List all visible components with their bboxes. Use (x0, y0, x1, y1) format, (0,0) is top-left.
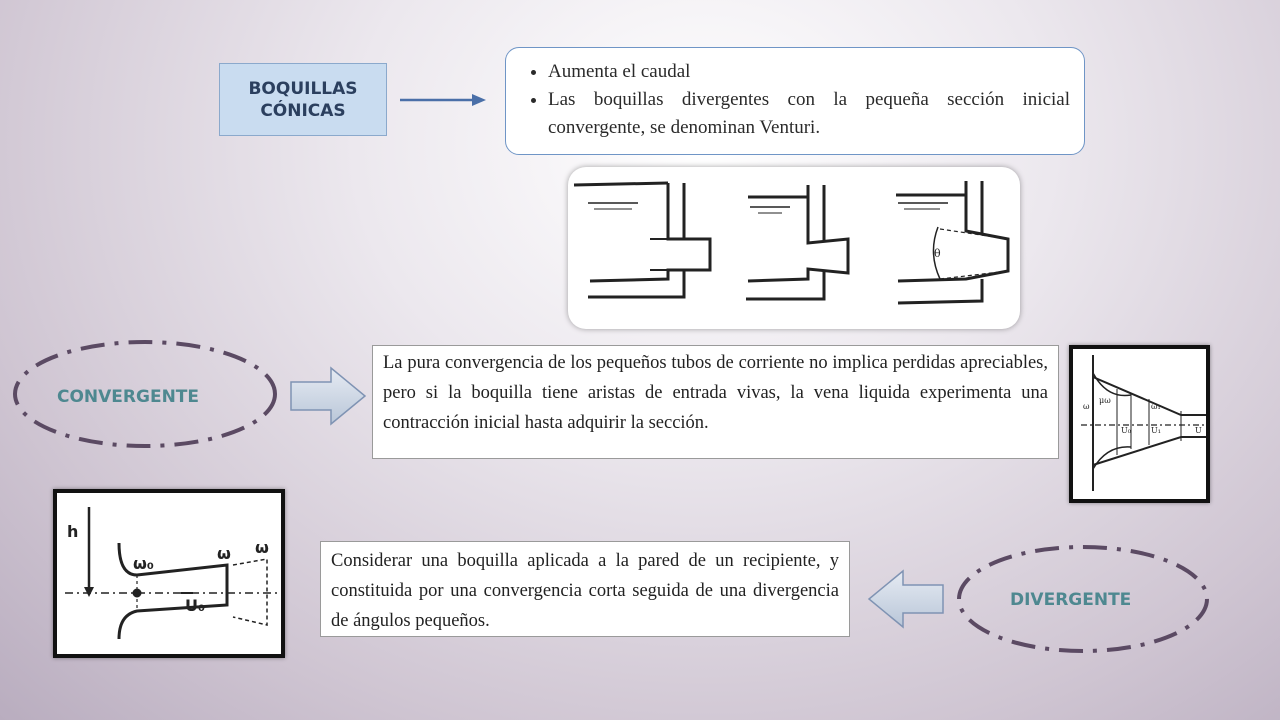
omega-label: ω (217, 544, 231, 563)
omega-label: ω (255, 538, 269, 557)
u-label: U (1195, 426, 1202, 435)
block-arrow-right-icon (289, 366, 367, 426)
theta-label: θ (934, 247, 941, 260)
convergent-flow-diagram (1073, 349, 1206, 499)
title-box (219, 63, 387, 136)
convergente-label: CONVERGENTE (57, 387, 200, 407)
mu-omega-label: μω (1099, 396, 1111, 405)
h-label: h (67, 522, 79, 541)
omega-label: ω (1083, 402, 1090, 411)
omega0-label: ω₀ (133, 554, 154, 573)
divergent-nozzle-figure (53, 489, 285, 658)
nozzle-diagrams-image (568, 167, 1020, 329)
u0-label: U₀ (1121, 426, 1131, 435)
divergente-label: DIVERGENTE (1010, 590, 1132, 610)
bullet-item: • Las boquillas divergentes con la pequeña sección inicial convergente, se denominan Venturi. (548, 86, 1070, 142)
right-arrow-icon (398, 90, 488, 110)
convergent-flow-figure (1069, 345, 1210, 503)
block-arrow-left-icon (867, 569, 945, 629)
bullets-box (505, 47, 1085, 155)
nozzle-diagrams (568, 167, 1020, 329)
title-text: BOQUILLAS CÓNICAS (248, 78, 358, 121)
bullet-list (524, 58, 1070, 142)
omega1-label: ω₁ (1151, 402, 1161, 411)
divergent-nozzle-diagram (57, 493, 281, 654)
bullet-item: • Aumenta el caudal (548, 58, 1070, 86)
u0-label: U₀ (185, 596, 205, 615)
u1-label: U₁ (1151, 426, 1161, 435)
convergente-text: La pura convergencia de los pequeños tubos de corriente no implica perdidas apreciables, pero si la boquilla tiene aristas de entrada vivas, la vena liquida experimenta una contracción inicial hasta adquirir la sección. (372, 345, 1059, 459)
divergente-text: Considerar una boquilla aplicada a la pared de un recipiente, y constituida por una convergencia corta seguida de una divergencia de ángulos pequeños. (320, 541, 850, 637)
